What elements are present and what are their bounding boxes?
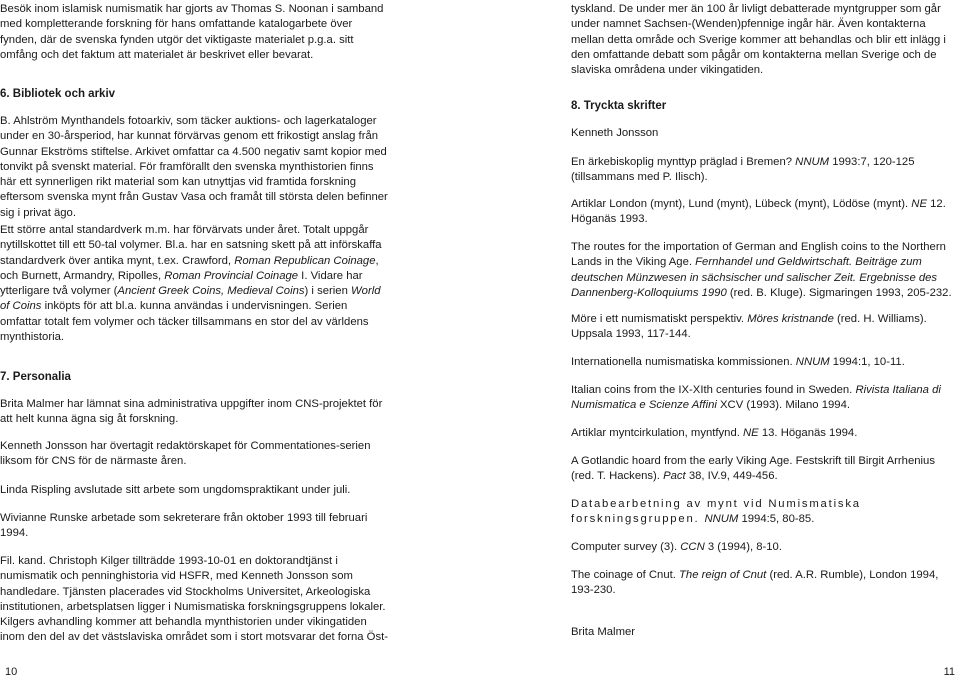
author-name: Kenneth Jonsson <box>571 127 659 139</box>
intro-paragraph: Besök inom islamisk numismatik har gjorts av Thomas S. Noonan i samband med kompletterande forskning för hans omfattande katalogarbete över fynden, där de svenska fynden utgör det viktigaste materialet p.g.a. sitt omfång och det faktum att materialet är beskrivet eller bevarat. <box>0 3 384 61</box>
publication-entry: En ärkebiskoplig mynttyp präglad i Bremen? NNUM 1993:7, 120-125 (tillsammans med P. Ilisch). <box>571 156 915 184</box>
page-number-left: 10 <box>5 666 18 678</box>
publication-entry: Computer survey (3). CCN 3 (1994), 8-10. <box>571 541 782 553</box>
acquisitions-paragraph: Ett större antal standardverk m.m. har förvärvats under året. Totalt uppgår nytillskottet till ett 50-tal volymer. Bl.a. har en satsning skett på att införskaffa standardverk över antika mynt, t.ex. Crawford, Roman Republican Coinage, och Burnett, Armandry, Ripolles, Roman Provincial Coinage I. Vidare har ytterligare två volymer (Ancient Greek Coins, Medieval Coins) i serien World of Coins inköpts för att bl.a. kunna användas i undervisningen. Serien omfattar totalt fem volymer och täcker tillsammans en stor del av världens mynthistoria. <box>0 224 382 344</box>
publication-entry: Artiklar myntcirkulation, myntfynd. NE 13. Höganäs 1994. <box>571 427 858 439</box>
publication-entry: A Gotlandic hoard from the early Viking Age. Festskrift till Birgit Arrhenius (red. T. Hackens). Pact 38, IV.9, 449-456. <box>571 455 935 483</box>
section-7-heading: 7. Personalia <box>0 371 71 383</box>
publication-entry: Italian coins from the IX-XIth centuries found in Sweden. Rivista Italiana di Numismatica e Scienze Affini XCV (1993). Milano 1994. <box>571 384 941 412</box>
personalia-paragraph-5: Fil. kand. Christoph Kilger tillträdde 1993-10-01 en doktorandtjänst i numismatik och penninghistoria vid HSFR, med Kenneth Jonsson som handledare. Tjänsten placerades vid Stockholms Universitet, Arkeologiska institutionen, arbetsplatsen ligger i Numismatiska forskningsgruppens lokaler. Kilgers avhandling kommer att behandla mynthistorien under vikingatiden inom den del av det västslaviska området som i stort motsvarar det forna Öst- <box>0 555 389 644</box>
personalia-paragraph-4: Wivianne Runske arbetade som sekreterare från oktober 1993 till februari 1994. <box>0 512 368 540</box>
section-8-heading: 8. Tryckta skrifter <box>571 100 667 112</box>
continued-paragraph: tyskland. De under mer än 100 år livligt debatterade myntgrupper som går under namnet Sachsen-(Wenden)pfennige ingår här. Även kontakterna mellan detta område och Sverige kommer att behandlas och blir ett inlägg i den omfattande debatt som pågår om kontakterna mellan Sverige och de slaviska områdena under vikingatiden. <box>571 3 946 77</box>
personalia-paragraph-1: Brita Malmer har lämnat sina administrativa uppgifter inom CNS-projektet för att helt kunna ägna sig åt forskning. <box>0 398 383 426</box>
personalia-paragraph-3: Linda Rispling avslutade sitt arbete som ungdomspraktikant under juli. <box>0 484 351 496</box>
archive-paragraph: B. Ahlström Mynthandels fotoarkiv, som täcker auktions- och lagerkataloger under en 30-årsperiod, har kunnat förvärvas genom ett frikostigt anslag från Gunnar Ekströms stiftelse. Arkivet omfattar ca 4.500 negativ samt kopior med tonvikt på svenskt material. För framförallt den svenska mynthistorien finns här ett synnerligen rikt material som kan utnyttjas vid framtida forskning eftersom svenska mynt från Gustav Vasa och framåt till största delen befinner sig i privat ägo. <box>0 115 388 219</box>
page-number-right: 11 <box>943 666 955 678</box>
publication-entry: Artiklar London (mynt), Lund (mynt), Lübeck (mynt), Lödöse (mynt). NE 12. Höganäs 1993. <box>571 198 946 226</box>
personalia-paragraph-2: Kenneth Jonsson har övertagit redaktörskapet för Commentationes-serien liksom för CNS för de närmaste åren. <box>0 440 371 468</box>
publication-entry: Internationella numismatiska kommissionen. NNUM 1994:1, 10-11. <box>571 356 905 368</box>
publication-entry: Möre i ett numismatiskt perspektiv. Möres kristnande (red. H. Williams). Uppsala 1993, 117-144. <box>571 313 927 341</box>
section-6-heading: 6. Bibliotek och arkiv <box>0 88 116 100</box>
publication-entry: The coinage of Cnut. The reign of Cnut (red. A.R. Rumble), London 1994, 193-230. <box>571 569 939 597</box>
publication-entry: Databearbetning av mynt vid Numismatiska forskningsgruppen. NNUM 1994:5, 80-85. <box>571 498 861 526</box>
publication-entry: The routes for the importation of German and English coins to the Northern Lands in the Viking Age. Fernhandel und Geldwirtschaft. Beiträge zum deutschen Münzwesen in sächsischer und salischer Zeit. Ergebnisse des Dannenberg-Kolloquiums 1990 (red. B. Kluge). Sigmaringen 1993, 205-232. <box>571 241 952 299</box>
author-name: Brita Malmer <box>571 626 636 638</box>
